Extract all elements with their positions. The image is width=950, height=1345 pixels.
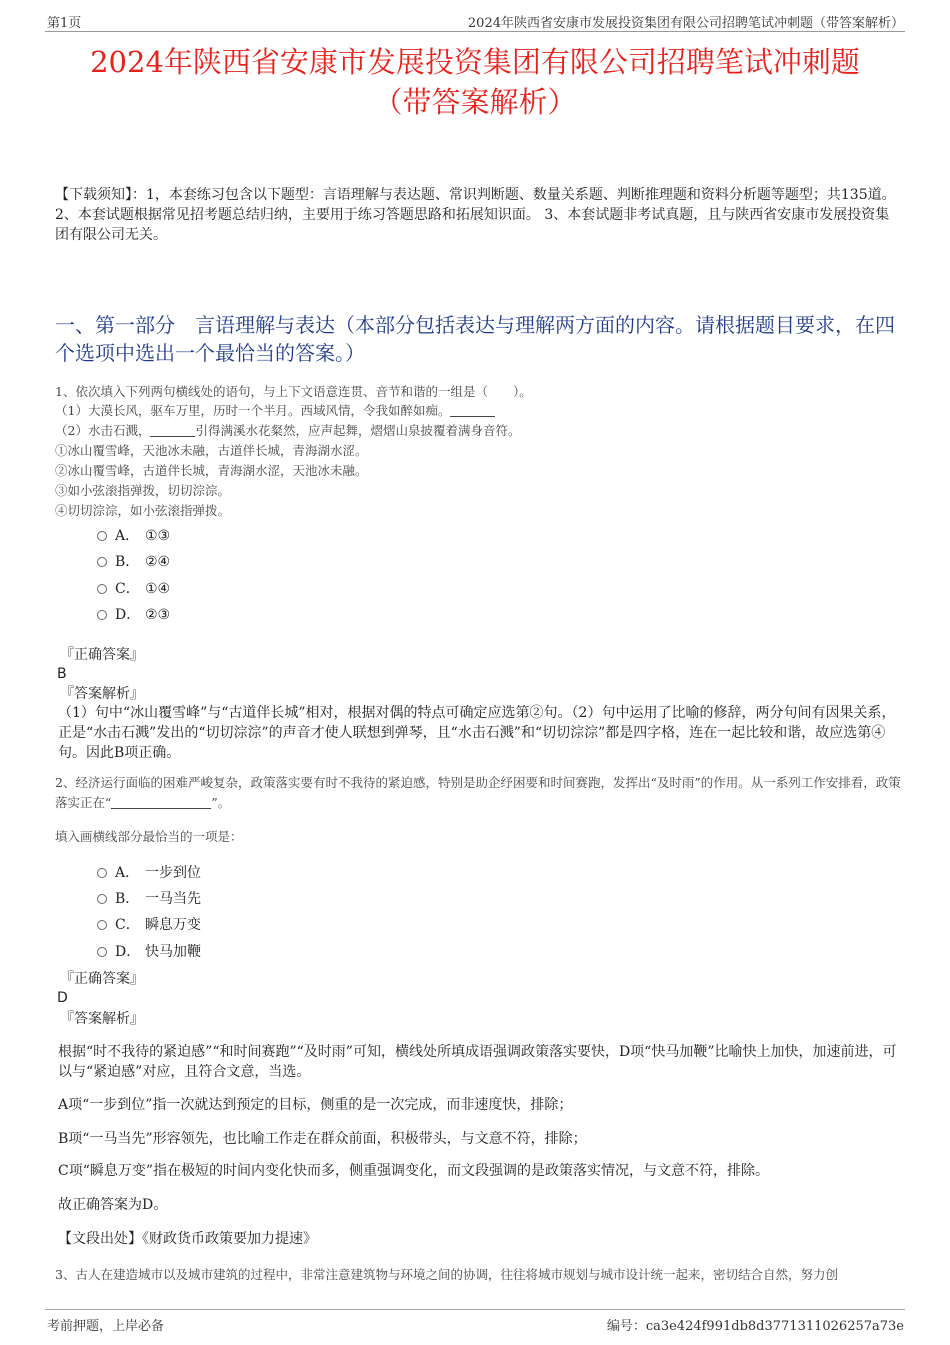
section-heading: 一、第一部分 言语理解与表达（本部分包括表达与理解两方面的内容。请根据题目要求，在四个选项中选出一个最恰当的答案。） — [55, 313, 895, 365]
q1-choice-3: ③如小弦滚指弹拨，切切淙淙。 — [55, 483, 231, 498]
q1-sentence-1-text: （1）大漠长风，驱车万里，历时一个半月。西域风情，令我如醉如痴。 — [55, 403, 451, 418]
q2-option-c[interactable]: C． 瞬息万变 — [97, 916, 201, 934]
q1-option-c[interactable]: C． ①④ — [97, 580, 170, 598]
radio-icon[interactable] — [97, 584, 107, 594]
radio-icon[interactable] — [97, 557, 107, 567]
q1-choice-4: ④切切淙淙，如小弦滚指弹拨。 — [55, 503, 231, 518]
q2-answer: D — [57, 990, 68, 1006]
q1-sentence-2-end: 引得满溪水花粲然，应声起舞，熠熠山泉披覆着满身音符。 — [195, 423, 521, 438]
q2-source: 【文段出处】《财政货币政策要加力提速》 — [58, 1231, 317, 1247]
footer-slogan: 考前押题，上岸必备 — [47, 1319, 165, 1334]
radio-icon[interactable] — [97, 610, 107, 620]
q1-blank-2 — [150, 424, 195, 437]
q2-analysis-p1: 根据“时不我待的紧迫感”“和时间赛跑”“及时雨”可知，横线处所填成语强调政策落实要快，D项“快马加鞭”比喻快上加快，加速前进，可以与“紧迫感”对应，且符合文意，当选。 — [58, 1044, 897, 1080]
q2-analysis-p5: 故正确答案为D。 — [58, 1197, 168, 1213]
q1-answer-label: 『正确答案』 — [60, 647, 144, 663]
q1-analysis-label: 『答案解析』 — [60, 686, 144, 702]
q1-option-a[interactable]: A． ①③ — [97, 527, 170, 545]
q1-sentence-2 — [55, 421, 904, 441]
q2-stem-start: 2、经济运行面临的困难严峻复杂，政策落实要有时不我待的紧迫感，特别是助企纾困要和时间赛跑，发挥出“及时雨”的作用。从一系列工作安排看，政策落实正在“ — [55, 775, 901, 810]
q2-analysis-label: 『答案解析』 — [60, 1011, 144, 1027]
radio-icon[interactable] — [97, 947, 107, 957]
q2-stem-end: ”。 — [211, 795, 231, 810]
q1-blank-1 — [450, 404, 495, 417]
radio-icon[interactable] — [97, 920, 107, 930]
q2-analysis-p2: A项“一步到位”指一次就达到预定的目标，侧重的是一次完成，而非速度快，排除； — [58, 1097, 573, 1113]
footer-divider — [45, 1309, 905, 1310]
q1-sentence-2-start: （2）水击石溅， — [55, 423, 151, 438]
q2-analysis-p4: C项“瞬息万变”指在极短的时间内变化快而多，侧重强调变化，而文段强调的是政策落实情况，与文意不符，排除。 — [58, 1163, 770, 1179]
q1-answer: B — [57, 666, 67, 682]
running-header: 2024年陕西省安康市发展投资集团有限公司招聘笔试冲刺题（带答案解析） — [467, 16, 904, 31]
q1-analysis: （1）句中“冰山覆雪峰”与“古道伴长城”相对，根据对偶的特点可确定应选第②句。（2）句中运用了比喻的修辞，两分句间有因果关系，正是“水击石溅”发出的“切切淙淙”的声音才使人联想到弹琴，且“水击石溅”和“切切淙淙”都是四字格，连在一起比较和谐，故应选第④句。因此B项正确。 — [58, 705, 896, 761]
radio-icon[interactable] — [97, 531, 107, 541]
title-line-2: （带答案解析） — [373, 85, 577, 119]
q2-answer-label: 『正确答案』 — [60, 971, 144, 987]
q2-option-d[interactable]: D． 快马加鞭 — [97, 943, 201, 961]
header-divider — [45, 31, 905, 32]
q2-option-a[interactable]: A． 一步到位 — [97, 864, 201, 882]
download-notice: 【下载须知】：1，本套练习包含以下题型：言语理解与表达题、常识判断题、数量关系题、判断推理题和资料分析题等题型；共135道。 2、本套试题根据常见招考题总结归纳，主要用于练习答题思路和拓展知识面。 3、本套试题非考试真题，且与陕西省安康市发展投资集团有限公司无关。 — [55, 187, 896, 243]
document-id: 编号：ca3e424f991db8d3771311026257a73e — [606, 1319, 904, 1334]
title-line-1: 2024年陕西省安康市发展投资集团有限公司招聘笔试冲刺题 — [90, 45, 860, 79]
q1-option-d[interactable]: D． ②③ — [97, 606, 170, 624]
q2-stem — [55, 773, 904, 813]
radio-icon[interactable] — [97, 868, 107, 878]
radio-icon[interactable] — [97, 894, 107, 904]
q1-choice-2: ②冰山覆雪峰，古道伴长城，青海湖水涩，天池冰未融。 — [55, 463, 368, 478]
q1-stem: 1、依次填入下列两句横线处的语句，与上下文语意连贯、音节和谐的一组是（ ）。 — [55, 384, 532, 399]
q2-option-b[interactable]: B． 一马当先 — [97, 890, 201, 908]
page-number: 第1页 — [47, 16, 82, 31]
q1-option-b[interactable]: B． ②④ — [97, 553, 170, 571]
q3-stem: 3、古人在建造城市以及城市建筑的过程中，非常注意建筑物与环境之间的协调，往往将城市规划与城市设计统一起来，密切结合自然，努力创 — [55, 1267, 838, 1282]
q2-prompt: 填入画横线部分最恰当的一项是： — [55, 829, 243, 844]
q1-sentence-1 — [55, 401, 904, 421]
q2-analysis-p3: B项“一马当先”形容领先，也比喻工作走在群众前面，积极带头，与文意不符，排除； — [58, 1131, 587, 1147]
document-title — [40, 42, 910, 122]
q1-choice-1: ①冰山覆雪峰，天池冰未融，古道伴长城，青海湖水涩。 — [55, 443, 368, 458]
q2-blank — [111, 796, 211, 809]
